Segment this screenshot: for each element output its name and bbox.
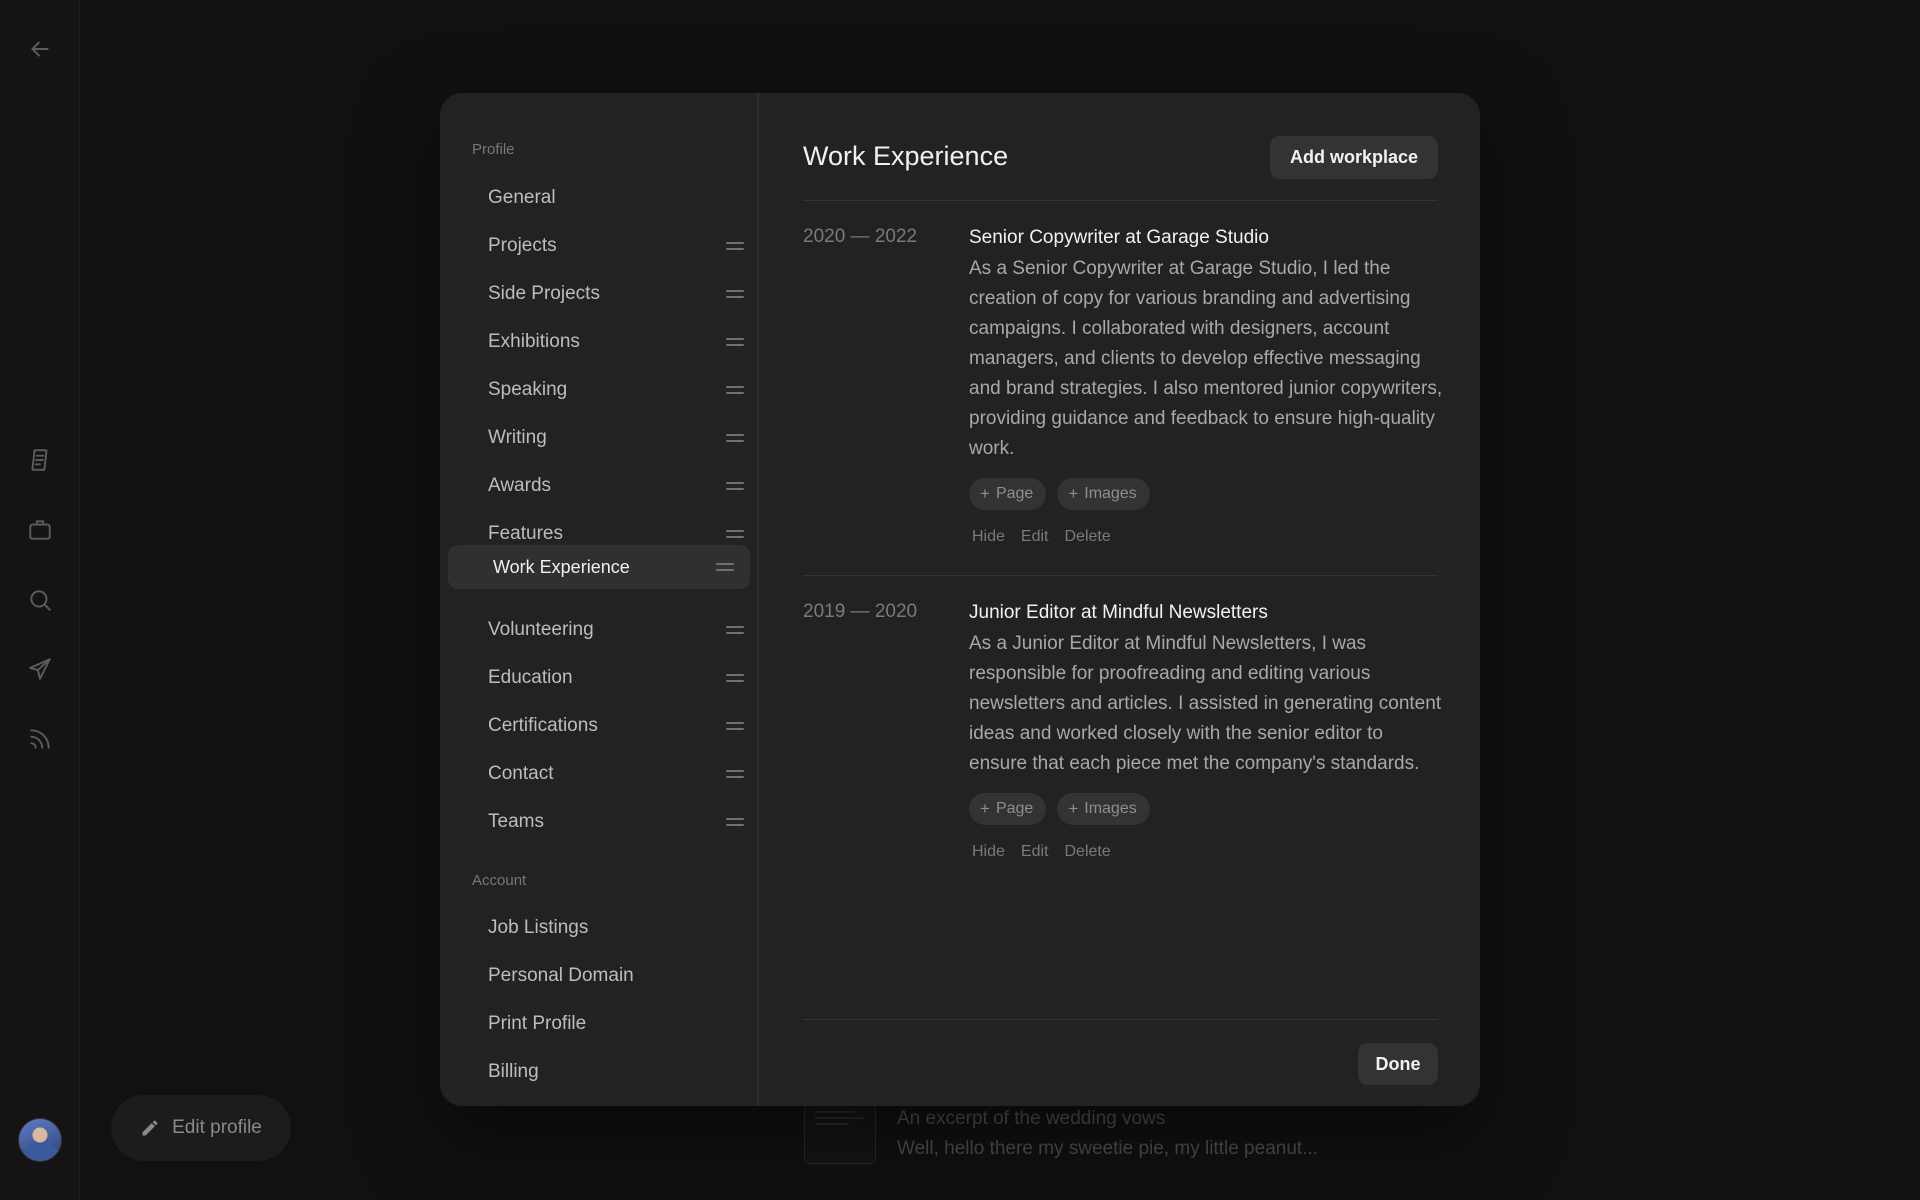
sidebar-item-certifications[interactable]: Certifications [488, 708, 744, 744]
add-workplace-button[interactable]: Add workplace [1270, 136, 1438, 179]
profile-section-label: Profile [472, 141, 515, 158]
sidebar-item-general[interactable]: General [488, 187, 556, 208]
sidebar-item-job-listings[interactable]: Job Listings [488, 917, 589, 938]
add-images-chip[interactable]: + Images [1057, 793, 1149, 825]
hide-link[interactable]: Hide [972, 528, 1005, 545]
drag-handle-icon[interactable] [726, 337, 744, 347]
add-page-chip[interactable]: + Page [969, 793, 1046, 825]
back-arrow-icon[interactable] [24, 33, 56, 65]
pencil-icon [140, 1118, 160, 1138]
modal-sidebar [440, 93, 759, 1106]
entry-dates: 2020 — 2022 [803, 226, 918, 247]
delete-link[interactable]: Delete [1064, 843, 1111, 860]
drag-handle-icon[interactable] [726, 241, 744, 251]
writing-thumbnail [804, 1096, 876, 1164]
drag-handle-icon[interactable] [716, 562, 734, 572]
drag-handle-icon[interactable] [726, 769, 744, 779]
entry-description: As a Junior Editor at Mindful Newsletters, I was responsible for proofreading and editing various newsletters and articles. I assisted in generating content ideas and worked closely with the senior editor to ensure that each piece met the company's standards. [969, 633, 1442, 774]
background-item-subtitle: Well, hello there my sweetie pie, my little peanut... [897, 1138, 1319, 1159]
sidebar-item-teams[interactable]: Teams [488, 804, 744, 840]
drag-handle-icon[interactable] [726, 433, 744, 443]
sidebar-item-features[interactable]: Features [488, 516, 744, 552]
edit-link[interactable]: Edit [1020, 528, 1049, 545]
hide-link[interactable]: Hide [972, 843, 1005, 860]
divider [803, 575, 1438, 576]
drag-handle-icon[interactable] [726, 481, 744, 491]
left-rail [0, 0, 80, 1200]
drag-handle-icon[interactable] [726, 385, 744, 395]
drag-handle-icon[interactable] [726, 721, 744, 731]
sidebar-item-personal-domain[interactable]: Personal Domain [488, 965, 634, 986]
sidebar-item-speaking[interactable]: Speaking [488, 372, 744, 408]
sidebar-item-awards[interactable]: Awards [488, 468, 744, 504]
sidebar-item-side-projects[interactable]: Side Projects [488, 276, 744, 312]
entry-title: Senior Copywriter at Garage Studio [969, 227, 1269, 248]
sidebar-item-writing[interactable]: Writing [488, 420, 744, 456]
edit-profile-label: Edit profile [172, 1117, 262, 1138]
sidebar-item-contact[interactable]: Contact [488, 756, 744, 792]
plus-icon: + [1068, 484, 1079, 503]
briefcase-icon[interactable] [24, 514, 56, 546]
drag-handle-icon[interactable] [726, 529, 744, 539]
sidebar-item-exhibitions[interactable]: Exhibitions [488, 324, 744, 360]
sidebar-item-projects[interactable]: Projects [488, 228, 744, 264]
document-icon[interactable] [24, 444, 56, 476]
entry-description: As a Senior Copywriter at Garage Studio, I led the creation of copy for various branding and advertising campaigns. I collaborated with designers, account managers, and clients to develop effective messaging and brand strategies. I also mentored junior copywriters, providing guidance and feedback to ensure high-quality work. [969, 258, 1443, 459]
sidebar-item-education[interactable]: Education [488, 660, 744, 696]
plus-icon: + [980, 484, 990, 503]
page-title: Work Experience [803, 141, 1009, 171]
divider [803, 1019, 1438, 1020]
done-button[interactable]: Done [1358, 1043, 1438, 1085]
drag-handle-icon[interactable] [726, 289, 744, 299]
avatar[interactable] [18, 1118, 62, 1162]
rss-icon[interactable] [24, 723, 56, 755]
sidebar-item-billing[interactable]: Billing [488, 1061, 539, 1082]
add-page-chip[interactable]: + Page [969, 478, 1046, 510]
edit-profile-button[interactable] [111, 1095, 291, 1161]
plus-icon: + [1068, 799, 1079, 818]
sidebar-item-work-experience[interactable]: Work Experience [448, 545, 750, 589]
drag-handle-icon[interactable] [726, 673, 744, 683]
entry-dates: 2019 — 2020 [803, 601, 918, 622]
search-icon[interactable] [24, 584, 56, 616]
edit-profile-modal [440, 93, 1480, 1106]
account-section-label: Account [472, 872, 527, 889]
delete-link[interactable]: Delete [1064, 528, 1111, 545]
plus-icon: + [980, 799, 990, 818]
sidebar-item-volunteering[interactable]: Volunteering [488, 612, 744, 648]
add-images-chip[interactable]: + Images [1057, 478, 1149, 510]
send-icon[interactable] [24, 653, 56, 685]
edit-link[interactable]: Edit [1020, 843, 1049, 860]
drag-handle-icon[interactable] [726, 817, 744, 827]
divider [803, 200, 1438, 201]
sidebar-item-print-profile[interactable]: Print Profile [488, 1013, 587, 1034]
background-item-title: An excerpt of the wedding vows [897, 1108, 1166, 1129]
drag-handle-icon[interactable] [726, 625, 744, 635]
entry-title: Junior Editor at Mindful Newsletters [969, 602, 1268, 623]
